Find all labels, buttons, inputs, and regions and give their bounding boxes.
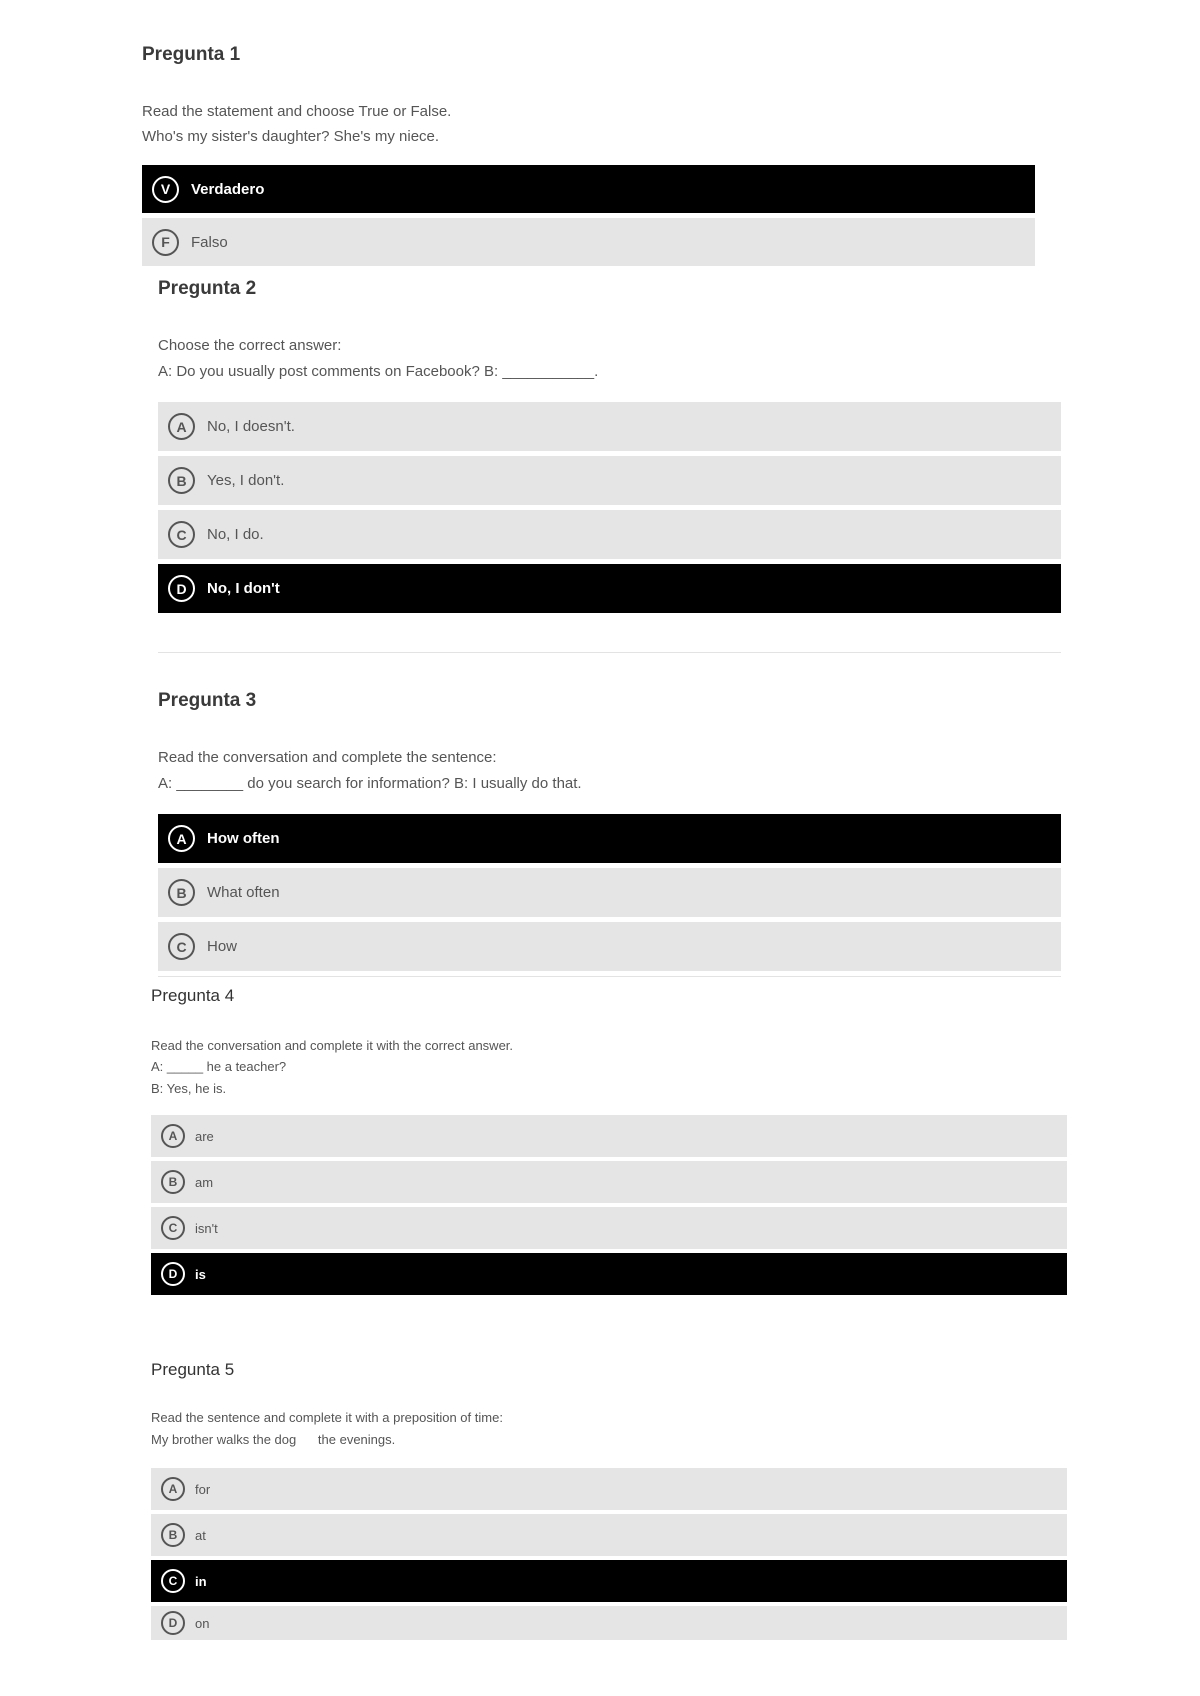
question-divider xyxy=(158,976,1061,977)
question-divider xyxy=(158,652,1061,653)
option-label: What often xyxy=(207,884,280,901)
question-prompt-line-1: Choose the correct answer: xyxy=(158,337,342,354)
option-letter-a-icon: A xyxy=(168,825,195,852)
option-b[interactable] xyxy=(151,1514,1067,1556)
option-v[interactable] xyxy=(142,165,1035,213)
option-label: isn't xyxy=(195,1220,218,1236)
option-label: Yes, I don't. xyxy=(207,472,285,489)
question-prompt-line-1: Read the statement and choose True or False. xyxy=(142,103,452,120)
question-prompt-line-2: A: _____ he a teacher? xyxy=(151,1059,287,1074)
option-letter-d-icon: D xyxy=(161,1262,185,1286)
option-label: am xyxy=(195,1174,214,1190)
option-label: is xyxy=(195,1266,206,1282)
option-label: on xyxy=(195,1615,210,1631)
question-prompt-line-2: My brother walks the dog the evenings. xyxy=(151,1432,396,1447)
option-letter-c-icon: C xyxy=(161,1569,185,1593)
option-label: No, I doesn't. xyxy=(207,418,295,435)
option-c[interactable] xyxy=(158,922,1061,971)
option-b[interactable] xyxy=(151,1161,1067,1203)
question-title: Pregunta 3 xyxy=(158,690,257,711)
option-b[interactable] xyxy=(158,456,1061,505)
option-label: No, I do. xyxy=(207,526,264,543)
option-letter-d-icon: D xyxy=(161,1611,185,1635)
option-label: How xyxy=(207,938,238,955)
option-letter-b-icon: B xyxy=(168,467,195,494)
option-letter-a-icon: A xyxy=(161,1124,185,1148)
option-label: for xyxy=(195,1481,211,1497)
option-letter-c-icon: C xyxy=(168,521,195,548)
option-label: No, I don't xyxy=(207,580,280,597)
option-letter-c-icon: C xyxy=(161,1216,185,1240)
option-c[interactable] xyxy=(151,1560,1067,1602)
option-letter-b-icon: B xyxy=(168,879,195,906)
question-prompt-line-2: Who's my sister's daughter? She's my niece. xyxy=(142,128,440,145)
option-c[interactable] xyxy=(151,1207,1067,1249)
option-letter-d-icon: D xyxy=(168,575,195,602)
option-a[interactable] xyxy=(158,814,1061,863)
question-title: Pregunta 2 xyxy=(158,278,257,299)
option-label: Verdadero xyxy=(191,180,265,198)
option-label: in xyxy=(195,1573,207,1589)
option-a[interactable] xyxy=(151,1468,1067,1510)
question-title: Pregunta 4 xyxy=(151,986,235,1005)
question-prompt-line-1: Read the sentence and complete it with a preposition of time: xyxy=(151,1410,503,1425)
option-letter-f-icon: F xyxy=(152,229,179,256)
option-f[interactable] xyxy=(142,218,1035,266)
option-c[interactable] xyxy=(158,510,1061,559)
option-a[interactable] xyxy=(158,402,1061,451)
option-d[interactable] xyxy=(151,1253,1067,1295)
question-title: Pregunta 5 xyxy=(151,1360,235,1379)
option-letter-b-icon: B xyxy=(161,1523,185,1547)
question-prompt-line-3: B: Yes, he is. xyxy=(151,1081,227,1096)
option-letter-c-icon: C xyxy=(168,933,195,960)
question-prompt-line-1: Read the conversation and complete the sentence: xyxy=(158,749,497,766)
option-label: How often xyxy=(207,830,280,847)
option-letter-v-icon: V xyxy=(152,176,179,203)
question-prompt-line-2: A: Do you usually post comments on Facebook? B: ___________. xyxy=(158,363,599,380)
option-d[interactable] xyxy=(151,1606,1067,1640)
option-label: are xyxy=(195,1128,214,1144)
question-title: Pregunta 1 xyxy=(142,44,241,65)
question-prompt-line-1: Read the conversation and complete it with the correct answer. xyxy=(151,1038,514,1053)
option-d[interactable] xyxy=(158,564,1061,613)
option-label: at xyxy=(195,1527,206,1543)
question-prompt-line-2: A: ________ do you search for information? B: I usually do that. xyxy=(158,775,582,792)
option-letter-a-icon: A xyxy=(168,413,195,440)
option-a[interactable] xyxy=(151,1115,1067,1157)
option-letter-a-icon: A xyxy=(161,1477,185,1501)
option-b[interactable] xyxy=(158,868,1061,917)
option-label: Falso xyxy=(191,233,228,251)
option-letter-b-icon: B xyxy=(161,1170,185,1194)
